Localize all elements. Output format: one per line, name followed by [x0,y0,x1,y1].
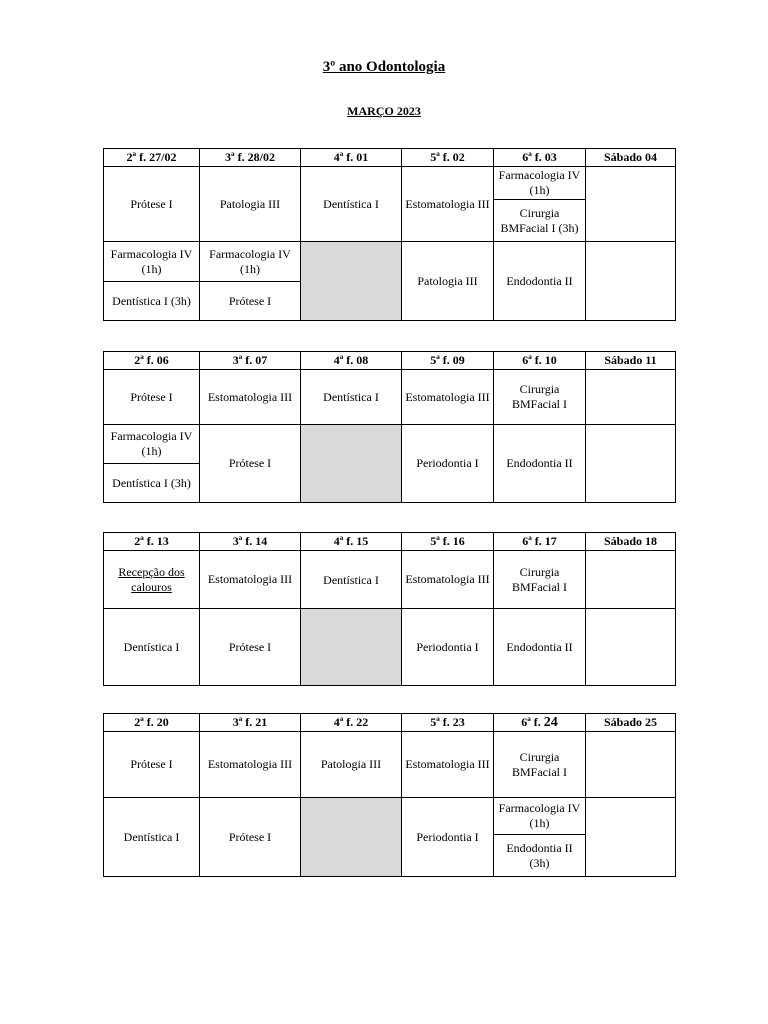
day-header: 2ª f. 06 [104,352,200,370]
class-cell: Prótese I [104,167,200,242]
day-header [494,714,586,732]
week-table [103,351,676,503]
day-number: 24 [543,715,558,730]
day-header: 3ª f. 14 [200,533,301,551]
day-header: 3ª f. 28/02 [200,149,301,167]
day-header: Sábado 25 [586,714,676,732]
class-cell: Estomatologia III [402,551,494,609]
day-header: 4ª f. 22 [301,714,402,732]
empty-cell [586,425,676,503]
class-cell: Dentística I (3h) [104,282,200,321]
day-header: 3ª f. 21 [200,714,301,732]
week-table [103,532,676,686]
class-cell: Patologia III [301,732,402,798]
class-cell: Periodontia I [402,798,494,877]
class-cell: Estomatologia III [402,370,494,425]
class-cell: Estomatologia III [402,732,494,798]
class-cell: Cirurgia BMFacial I [494,370,586,425]
day-header: Sábado 18 [586,533,676,551]
day-header: 5ª f. 02 [402,149,494,167]
empty-cell [586,551,676,609]
class-cell: Prótese I [200,609,301,686]
class-cell: Estomatologia III [402,167,494,242]
class-cell: Prótese I [200,798,301,877]
class-cell: Prótese I [104,732,200,798]
day-header: 5ª f. 23 [402,714,494,732]
class-cell: Farmacologia IV (1h) [104,425,200,464]
week-table [103,713,676,877]
class-cell: Dentística I [301,167,402,242]
class-cell: Prótese I [200,282,301,321]
empty-cell [586,732,676,798]
day-header: 5ª f. 16 [402,533,494,551]
empty-cell [586,167,676,242]
day-header: 2ª f. 13 [104,533,200,551]
class-cell: Dentística I [104,609,200,686]
class-cell: Endodontia II [494,425,586,503]
day-header: Sábado 11 [586,352,676,370]
class-cell: Dentística I [104,798,200,877]
week-table [103,148,676,321]
empty-cell [301,425,402,503]
class-cell: Periodontia I [402,609,494,686]
day-header: 6ª f. 17 [494,533,586,551]
empty-cell [301,609,402,686]
class-cell: Patologia III [402,242,494,321]
class-cell: Prótese I [104,370,200,425]
day-header: 2ª f. 27/02 [104,149,200,167]
day-header: 4ª f. 08 [301,352,402,370]
empty-cell [586,370,676,425]
class-cell: Dentística I (3h) [104,464,200,503]
page-title: 3º ano Odontologia [322,59,446,75]
class-cell: Estomatologia III [200,732,301,798]
day-header: 2ª f. 20 [104,714,200,732]
empty-cell [586,798,676,877]
day-header: 6ª f. 03 [494,149,586,167]
class-cell: Prótese I [200,425,301,503]
class-cell: Farmacologia IV (1h) [200,242,301,282]
day-header: 6ª f. 10 [494,352,586,370]
day-header: 4ª f. 01 [301,149,402,167]
empty-cell [586,609,676,686]
empty-cell [301,242,402,321]
class-cell: Estomatologia III [200,551,301,609]
class-cell: Cirurgia BMFacial I [494,551,586,609]
class-cell: Estomatologia III [200,370,301,425]
class-cell: Endodontia II (3h) [494,835,586,877]
month-heading: MARÇO 2023 [347,104,421,118]
day-header: 3ª f. 07 [200,352,301,370]
empty-cell [586,242,676,321]
class-cell: Farmacologia IV (1h) [494,167,586,200]
class-cell: Dentística I [301,551,402,609]
class-cell: Periodontia I [402,425,494,503]
empty-cell [301,798,402,877]
class-cell: Endodontia II [494,609,586,686]
class-cell: Endodontia II [494,242,586,321]
class-cell: Cirurgia BMFacial I [494,732,586,798]
class-cell: Cirurgia BMFacial I (3h) [494,200,586,242]
class-cell: Farmacologia IV (1h) [494,798,586,835]
class-cell: Farmacologia IV (1h) [104,242,200,282]
class-cell: Dentística I [301,370,402,425]
day-header: 5ª f. 09 [402,352,494,370]
event-cell: Recepção dos calouros [104,551,200,609]
class-cell: Patologia III [200,167,301,242]
day-label: 6ª f. [521,715,544,729]
day-header: 4ª f. 15 [301,533,402,551]
day-header: Sábado 04 [586,149,676,167]
